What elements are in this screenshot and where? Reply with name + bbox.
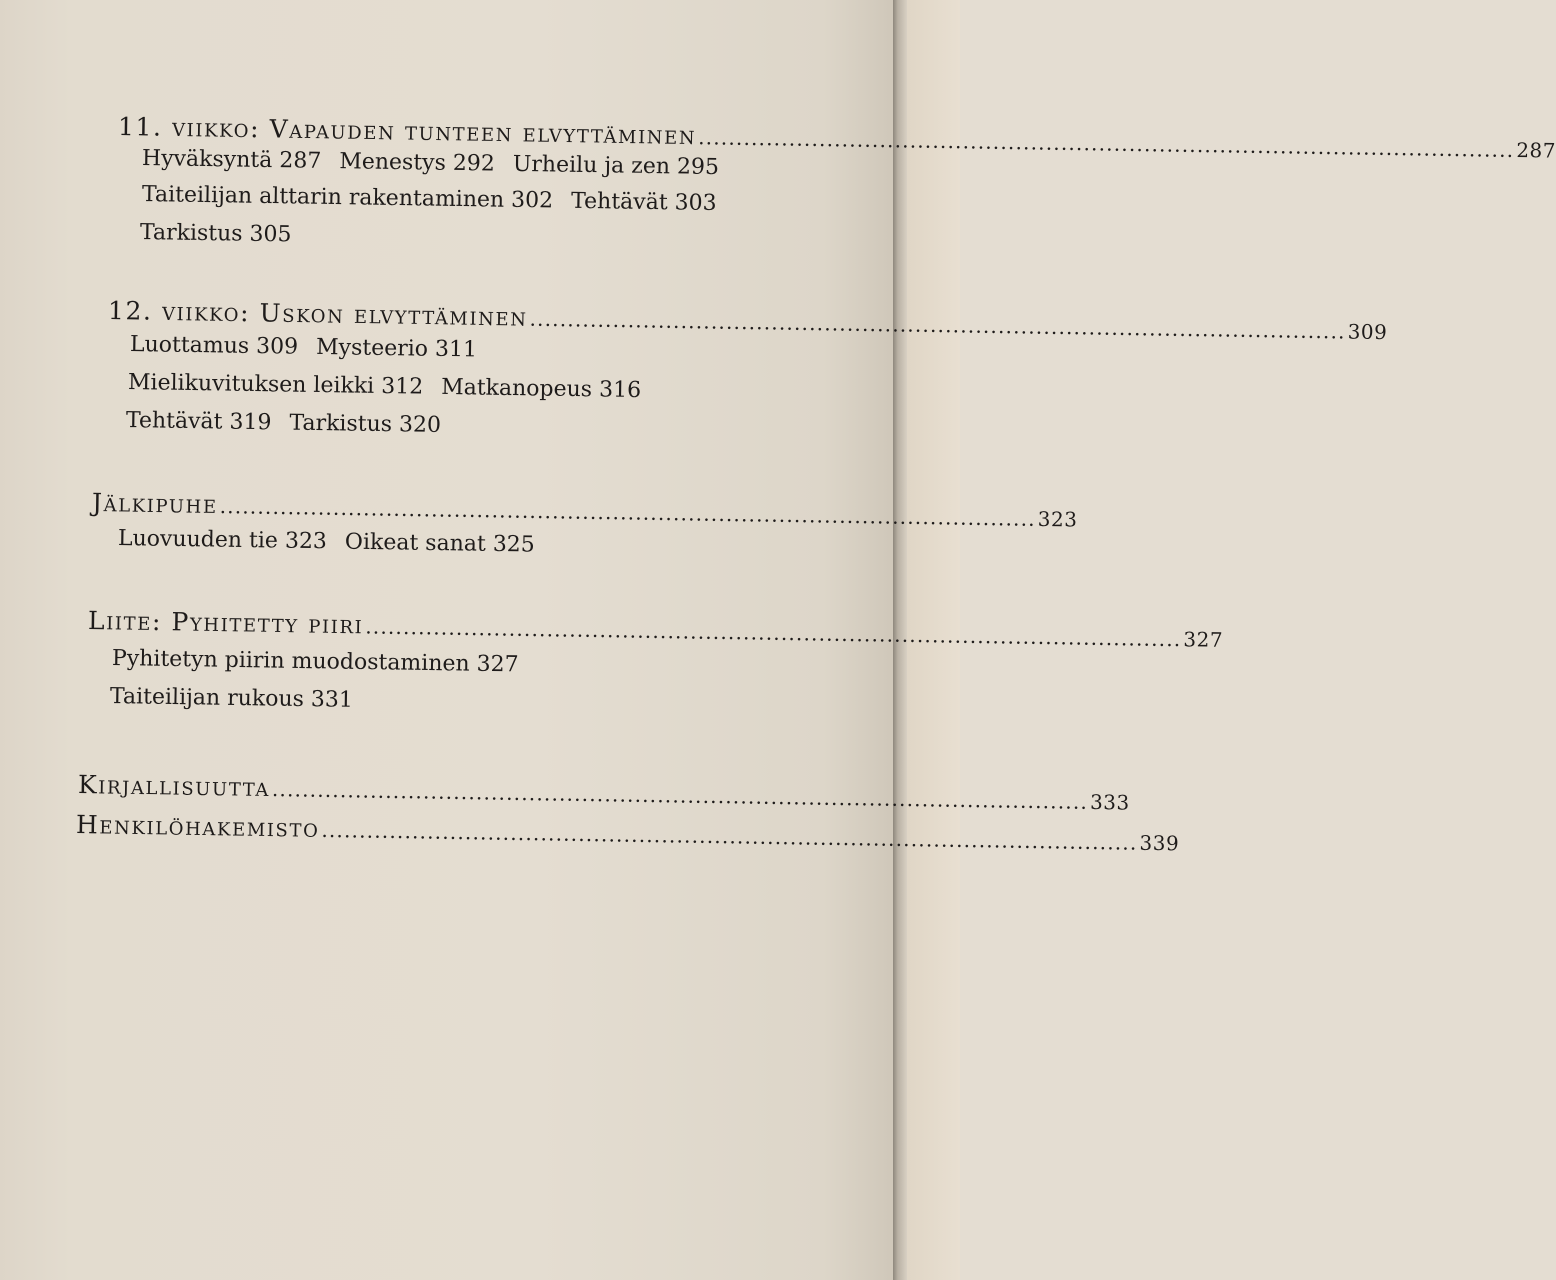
toc-subentry: Menestys 292 xyxy=(339,149,496,177)
section-title: Kirjallisuutta xyxy=(77,770,271,803)
section-title: Henkilöhakemisto xyxy=(75,810,320,843)
toc-heading-week-12 xyxy=(107,296,1388,345)
dot-leader: ............................................................................................................ xyxy=(365,614,1182,652)
page-number: 333 xyxy=(1089,789,1130,815)
page-number: 327 xyxy=(1183,627,1224,652)
toc-subentry: Luovuuden tie 323 xyxy=(117,526,328,555)
toc-subentry: Tarkistus 305 xyxy=(139,220,292,248)
toc-subentries xyxy=(118,526,553,558)
dot-leader: ............................................................................................................ xyxy=(529,306,1346,344)
toc-subentry: Luottamus 309 xyxy=(129,332,299,360)
toc-subentry: Mielikuvituksen leikki 312 xyxy=(127,370,424,400)
toc-subentry: Tehtävät 303 xyxy=(570,188,717,217)
toc-heading-appendix xyxy=(87,606,1224,652)
toc-subentry: Taiteilijan rukous 331 xyxy=(109,684,354,713)
toc-subentries xyxy=(130,332,495,363)
page-number: 323 xyxy=(1037,506,1078,532)
page-number: 287 xyxy=(1516,137,1556,163)
toc-subentries xyxy=(142,182,735,216)
dot-leader: ............................................................................................................ xyxy=(219,494,1036,531)
dot-leader: ............................................................................................................ xyxy=(321,817,1138,855)
section-title: Liite: Pyhitetty piiri xyxy=(87,606,364,640)
toc-heading-bibliography xyxy=(77,770,1130,815)
toc-heading-epilogue xyxy=(91,488,1078,532)
toc-subentry: Taiteilijan alttarin rakentaminen 302 xyxy=(141,182,554,214)
toc-subentry: Tehtävät 319 xyxy=(125,408,272,436)
toc-subentry: Urheilu ja zen 295 xyxy=(512,151,720,181)
toc-subentry: Hyväksyntä 287 xyxy=(141,146,322,174)
page-number: 339 xyxy=(1139,830,1180,856)
toc-subentry: Tarkistus 320 xyxy=(289,410,442,438)
toc-heading-name-index xyxy=(75,810,1180,856)
toc-subentry: Oikeat sanat 325 xyxy=(344,529,535,558)
page-number: 309 xyxy=(1347,319,1388,345)
toc-subentry: Pyhitetyn piirin muodostaminen 327 xyxy=(111,646,519,678)
toc-subentries xyxy=(110,684,371,713)
toc-subentries xyxy=(126,408,459,438)
section-title: 12. viikko: Uskon elvyttäminen xyxy=(107,296,528,332)
toc-subentries xyxy=(140,220,310,248)
toc-subentries xyxy=(128,370,659,403)
dot-leader: ............................................................................................................ xyxy=(698,125,1515,162)
dot-leader: ............................................................................................................ xyxy=(271,777,1089,814)
toc-subentries xyxy=(112,646,537,678)
section-title: 11. viikko: Vapauden tunteen elvyttäminen xyxy=(117,112,697,151)
toc-subentry: Mysteerio 311 xyxy=(315,334,478,363)
toc-subentry: Matkanopeus 316 xyxy=(440,374,642,404)
toc-subentries xyxy=(142,146,737,180)
section-title: Jälkipuhe xyxy=(91,488,218,519)
